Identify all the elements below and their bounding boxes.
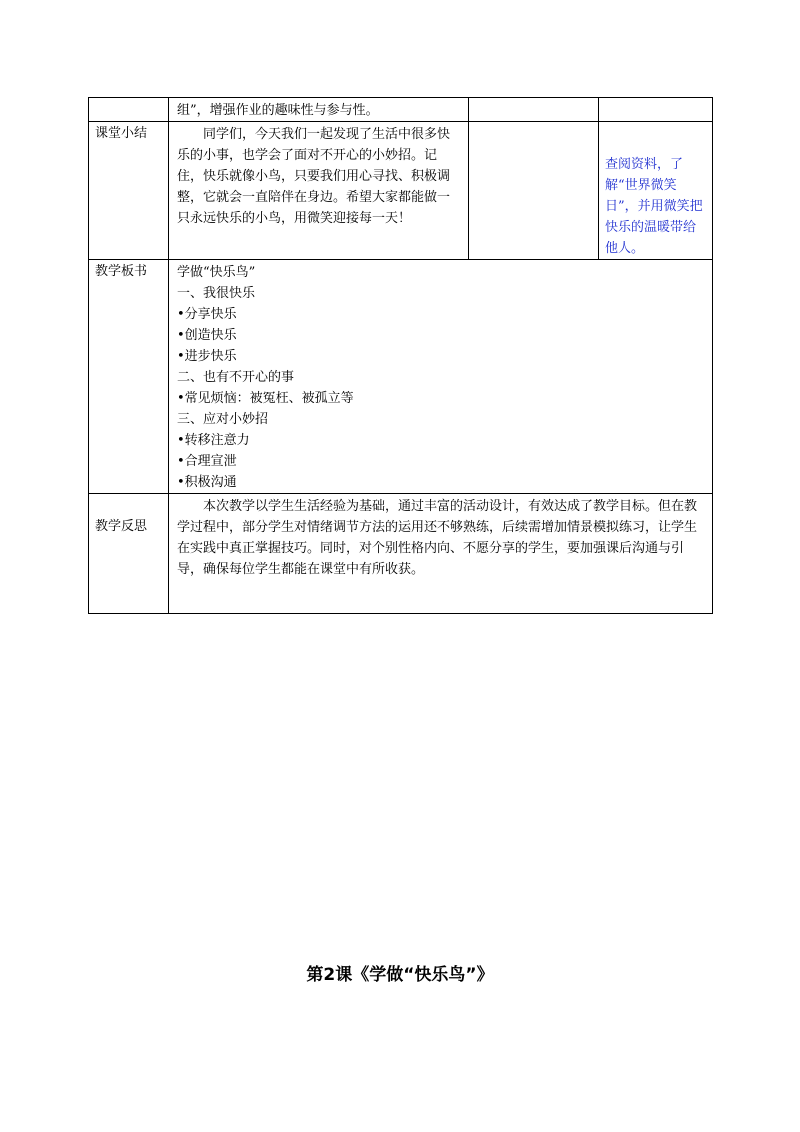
board-line: 学做“快乐鸟” <box>177 265 256 280</box>
board-line: •创造快乐 <box>177 328 237 343</box>
continuation-col3-cell <box>469 98 599 122</box>
board-line: •分享快乐 <box>177 307 237 322</box>
table-row-summary <box>89 122 713 260</box>
board-line: 二、也有不开心的事 <box>177 370 295 385</box>
table-row-reflection <box>89 494 713 614</box>
continuation-col4-cell <box>599 98 713 122</box>
summary-content-cell <box>169 122 469 260</box>
summary-col3-cell <box>469 122 599 260</box>
table-row-continuation <box>89 98 713 122</box>
board-line: •积极沟通 <box>177 475 237 490</box>
reflection-text: 本次教学以学生生活经验为基础，通过丰富的活动设计，有效达成了教学目标。但在教学过程中，部分学生对情绪调节方法的运用还不够熟练，后续需增加情景模拟练习，让学生在实践中真正掌握技巧。同时，对个别性格内向、不愿分享的学生，要加强课后沟通与引导，确保每位学生都能在课堂中有所收获。 <box>177 499 698 577</box>
summary-note: 查阅资料，了解“世界微笑日”，并用微笑把快乐的温暖带给他人。 <box>599 122 713 260</box>
reflection-label: 教学反思 <box>89 494 169 614</box>
board-line: 三、应对小妙招 <box>177 412 269 427</box>
summary-text: 同学们，今天我们一起发现了生活中很多快乐的小事，也学会了面对不开心的小妙招。记住，快乐就像小鸟，只要我们用心寻找、积极调整，它就会一直陪伴在身边。希望大家都能做一只永远快乐的小鸟，用微笑迎接每一天！ <box>177 127 451 226</box>
lesson-plan-table <box>88 97 713 614</box>
summary-label: 课堂小结 <box>89 122 169 260</box>
board-line: •转移注意力 <box>177 433 250 448</box>
board-label: 教学板书 <box>89 260 169 494</box>
board-content-cell <box>169 260 713 494</box>
continuation-text: 组”，增强作业的趣味性与参与性。 <box>177 103 379 118</box>
lesson-title: 第2课《学做“快乐鸟”》 <box>306 965 494 985</box>
continuation-label-cell <box>89 98 169 122</box>
continuation-content-cell <box>169 98 469 122</box>
board-line: •进步快乐 <box>177 349 237 364</box>
table-row-board <box>89 260 713 494</box>
reflection-content-cell <box>169 494 713 614</box>
board-line: 一、我很快乐 <box>177 286 256 301</box>
board-line: •合理宣泄 <box>177 454 237 469</box>
board-line: •常见烦恼：被冤枉、被孤立等 <box>177 391 354 406</box>
